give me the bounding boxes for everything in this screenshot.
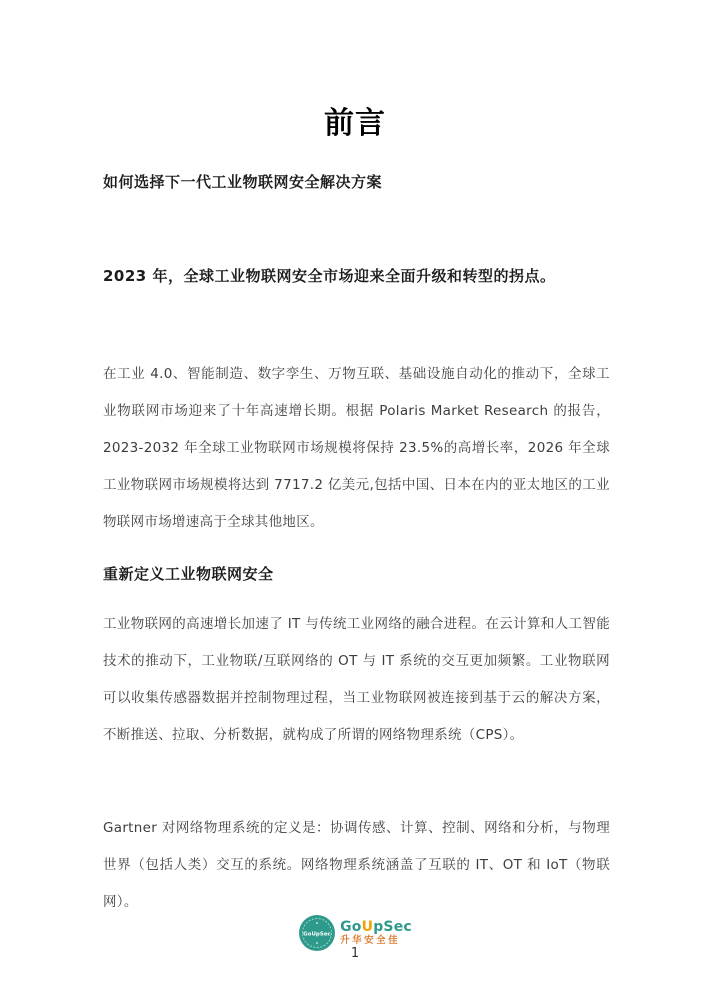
logo-text-column bbox=[340, 919, 412, 947]
svg-text:GoUpSec: GoUpSec bbox=[303, 931, 331, 938]
brand-u: U bbox=[361, 919, 374, 935]
paragraph-gartner-cps: Gartner 对网络物理系统的定义是：协调传感、计算、控制、网络和分析，与物理世界（包括人类）交互的系统。网络物理系统涵盖了互联的 IT、OT 和 IoT（物联网）。 bbox=[103, 820, 610, 910]
paragraph-it-ot-convergence: 工业物联网的高速增长加速了 IT 与传统工业网络的融合进程。在云计算和人工智能技术的推动下，工业物联/互联网络的 OT 与 IT 系统的交互更加频繁。工业物联网可以收集传感器数据并控制物理过程，当工业物联网被连接到基于云的解决方案，不断推送、拉取、分析数据，就构成了所谓的网络物理系统（CPS）。 bbox=[103, 616, 610, 743]
brand-go: Go bbox=[340, 919, 362, 935]
brand-tagline: 升华安全佳 bbox=[340, 935, 401, 946]
brand-psec: pSec bbox=[373, 919, 412, 935]
page-title: 前言 bbox=[324, 106, 386, 141]
section-heading-main: 如何选择下一代工业物联网安全解决方案 bbox=[103, 173, 383, 191]
emphasis-line: 2023 年，全球工业物联网安全市场迎来全面升级和转型的拐点。 bbox=[103, 267, 556, 285]
section-heading-redefine: 重新定义工业物联网安全 bbox=[103, 565, 274, 583]
brand-name bbox=[340, 919, 412, 935]
page-number: 1 bbox=[350, 946, 360, 961]
paragraph-market-growth: 在工业 4.0、智能制造、数字孪生、万物互联、基础设施自动化的推动下，全球工业物联网市场迎来了十年高速增长期。根据 Polaris Market Research 的报告，2023-2032 年全球工业物联网市场规模将保持 23.5%的高增长率，2026 年全球工业物联网市场规模将达到 7717.2 亿美元,包括中国、日本在内的亚太地区的工业物联网市场增速高于全球其他地区。 bbox=[103, 366, 610, 530]
